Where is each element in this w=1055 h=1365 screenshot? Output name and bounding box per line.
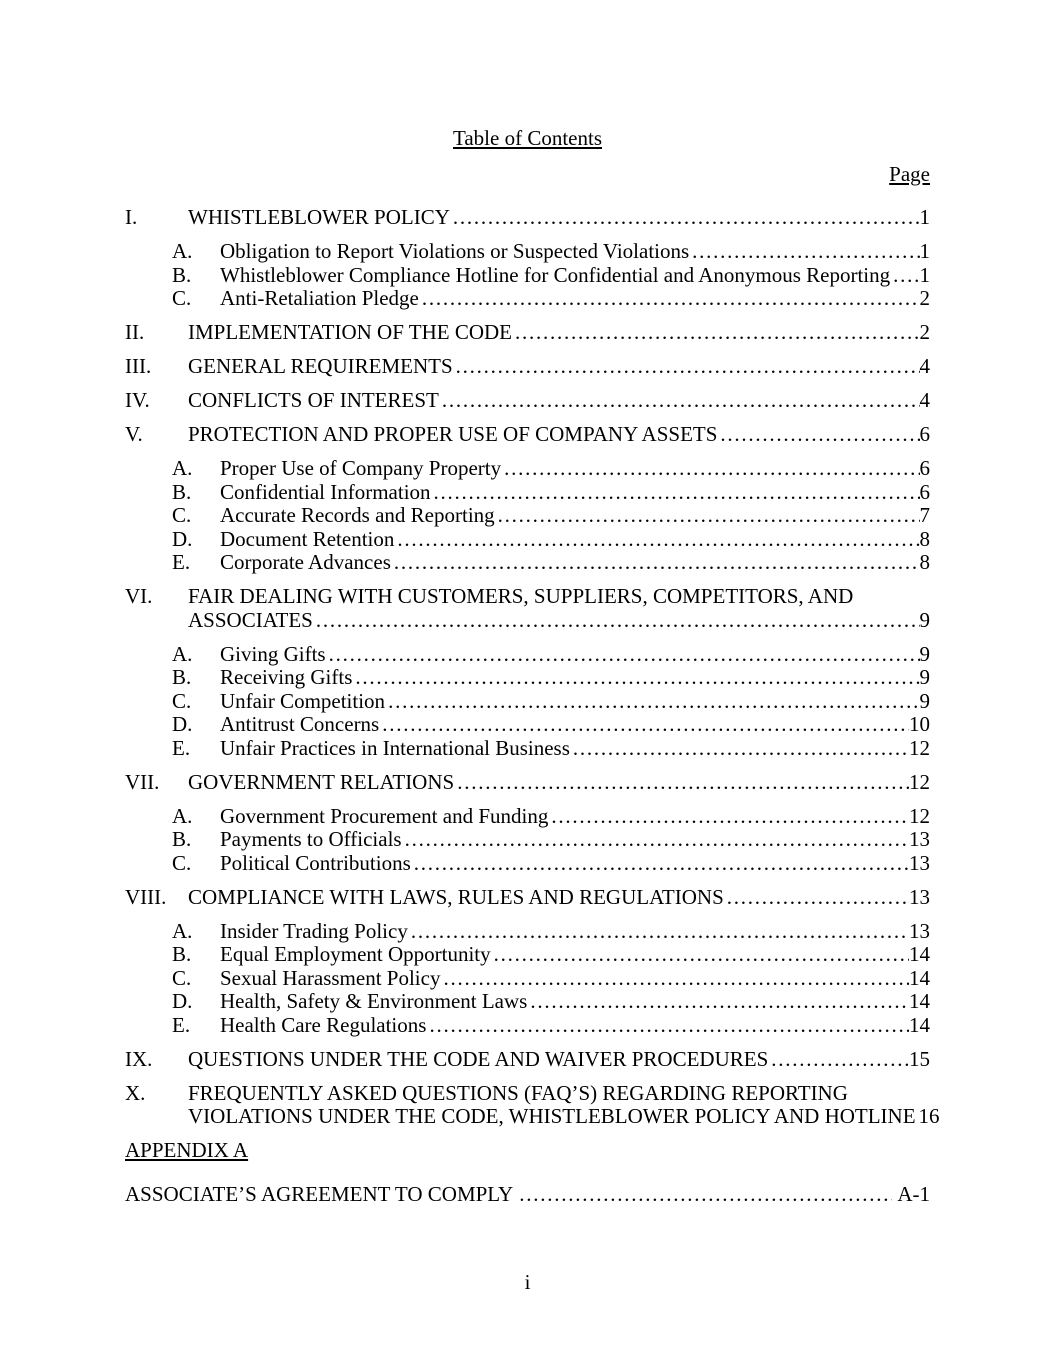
- entry-text: APPENDIX A: [125, 1138, 249, 1162]
- dot-leader: [771, 1048, 909, 1072]
- dot-leader: [388, 690, 919, 714]
- entry-letter: C.: [172, 286, 192, 310]
- entry-text: Antitrust Concerns: [220, 712, 380, 736]
- toc-entry-block: [125, 1048, 930, 1072]
- entry-text: Accurate Records and Reporting: [220, 503, 495, 527]
- toc-subsection-group: [125, 240, 930, 311]
- dot-leader: [457, 771, 909, 795]
- toc-entry-block: [125, 771, 930, 795]
- entry-page-number: 12: [909, 769, 930, 794]
- dot-leader: [573, 737, 909, 761]
- entry-text: FREQUENTLY ASKED QUESTIONS (FAQ’S) REGARDING REPORTING: [188, 1080, 848, 1105]
- dot-leader: [316, 609, 920, 633]
- entry-text: Unfair Practices in International Business: [220, 735, 570, 760]
- toc-plain-row: [125, 1183, 930, 1207]
- dot-leader: [329, 643, 920, 667]
- toc-sub-row: [125, 828, 930, 852]
- dot-leader: [504, 457, 919, 481]
- toc-section-row: [125, 423, 930, 447]
- entry-text: Whistleblower Compliance Hotline for Confidential and Anonymous Reporting: [220, 262, 891, 287]
- dot-leader: [551, 805, 909, 829]
- toc-sub-row: [125, 967, 930, 991]
- toc-sub-row: [125, 287, 930, 311]
- toc-section-row: [125, 771, 930, 795]
- toc-sub-row: [125, 943, 930, 967]
- entry-letter: E.: [172, 550, 191, 574]
- dot-leader: [434, 481, 920, 505]
- entry-page-number: 7: [919, 503, 930, 527]
- dot-leader: [893, 264, 919, 288]
- entry-page-number: 16: [918, 1104, 940, 1128]
- entry-page-number: 9: [919, 665, 930, 689]
- entry-text: GENERAL REQUIREMENTS: [188, 354, 453, 378]
- toc-section-row: [125, 1104, 940, 1129]
- toc-subsection-group: [125, 457, 930, 575]
- entry-page-number: 1: [919, 262, 930, 287]
- dot-leader: [442, 389, 920, 413]
- entry-letter: B.: [172, 262, 192, 287]
- entry-text: CONFLICTS OF INTEREST: [188, 388, 439, 412]
- toc-sub-row: [125, 852, 930, 876]
- toc-sub-row: [125, 643, 930, 667]
- toc-subsection-group: [125, 920, 930, 1038]
- entry-letter: C.: [172, 503, 192, 527]
- toc-sub-row: [125, 481, 930, 505]
- toc-entry-block: [125, 355, 930, 379]
- table-of-contents: [125, 205, 940, 1206]
- entry-page-number: 12: [909, 803, 930, 828]
- entry-numeral: I.: [125, 205, 138, 229]
- entry-text: PROTECTION AND PROPER USE OF COMPANY ASSETS: [188, 422, 718, 446]
- dot-leader: [405, 828, 909, 852]
- page-title: Table of Contents: [453, 126, 602, 150]
- toc-section-row: [125, 355, 930, 379]
- entry-text: Government Procurement and Funding: [220, 803, 549, 828]
- dot-leader: [397, 528, 919, 552]
- entry-page-number: 14: [909, 942, 930, 966]
- dot-leader: [429, 1014, 909, 1038]
- entry-numeral: VI.: [125, 584, 153, 608]
- entry-text: WHISTLEBLOWER POLICY: [188, 205, 450, 229]
- footer-page-number: i: [524, 1270, 531, 1294]
- entry-numeral: X.: [125, 1080, 146, 1105]
- entry-text: QUESTIONS UNDER THE CODE AND WAIVER PROCEDURES: [188, 1046, 769, 1071]
- entry-letter: A.: [172, 456, 193, 480]
- toc-entry-block: [125, 321, 930, 345]
- toc-sub-row: [125, 240, 930, 264]
- toc-sub-row: [125, 666, 930, 690]
- entry-letter: B.: [172, 665, 192, 689]
- toc-entry-block: [125, 886, 930, 910]
- entry-numeral: V.: [125, 422, 143, 446]
- dot-leader: [382, 713, 909, 737]
- toc-entry-block: [125, 1139, 930, 1163]
- dot-leader: [414, 852, 909, 876]
- entry-letter: B.: [172, 827, 192, 851]
- entry-text: Document Retention: [220, 526, 395, 551]
- entry-numeral: II.: [125, 320, 145, 344]
- toc-section-row: [125, 389, 930, 413]
- entry-page-number: 13: [909, 850, 930, 875]
- entry-text: IMPLEMENTATION OF THE CODE: [188, 320, 513, 344]
- entry-text: Unfair Competition: [220, 688, 386, 713]
- entry-letter: A.: [172, 803, 193, 828]
- entry-page-number: 13: [909, 884, 930, 909]
- entry-page-number: 2: [919, 286, 930, 310]
- dot-leader: [355, 666, 919, 690]
- entry-text: Health, Safety & Environment Laws: [220, 989, 528, 1013]
- entry-letter: C.: [172, 688, 192, 713]
- entry-numeral: IV.: [125, 388, 150, 412]
- entry-page-number: 8: [919, 550, 930, 574]
- entry-letter: A.: [172, 239, 193, 263]
- toc-sub-row: [125, 504, 930, 528]
- dot-leader: [422, 287, 920, 311]
- dot-leader: [394, 551, 920, 575]
- toc-sub-row: [125, 920, 930, 944]
- dot-leader: [456, 355, 920, 379]
- toc-subsection-group: [125, 805, 930, 876]
- entry-page-number: 9: [919, 607, 930, 632]
- dot-leader: [494, 943, 909, 967]
- dot-leader: [720, 423, 919, 447]
- entry-letter: B.: [172, 942, 192, 966]
- entry-numeral: IX.: [125, 1046, 153, 1071]
- entry-letter: D.: [172, 989, 193, 1013]
- entry-text: Equal Employment Opportunity: [220, 942, 491, 966]
- toc-section-row: [125, 1048, 930, 1072]
- toc-sub-row: [125, 805, 930, 829]
- dot-leader: [411, 920, 909, 944]
- entry-page-number: 15: [909, 1046, 930, 1071]
- toc-sub-row: [125, 528, 930, 552]
- dot-leader: [519, 1183, 892, 1207]
- entry-letter: D.: [172, 712, 193, 736]
- entry-page-number: 14: [909, 965, 930, 990]
- entry-page-number: 8: [919, 526, 930, 551]
- toc-sub-row: [125, 457, 930, 481]
- entry-page-number: 4: [919, 388, 930, 412]
- entry-letter: A.: [172, 918, 193, 943]
- entry-page-number: 13: [909, 827, 930, 851]
- toc-section-row: [125, 886, 930, 910]
- dot-leader: [530, 990, 909, 1014]
- entry-letter: E.: [172, 1012, 191, 1037]
- page-column-label: Page: [889, 161, 930, 186]
- toc-sub-row: [125, 990, 930, 1014]
- entry-page-number: 6: [919, 479, 930, 504]
- toc-entry-block: [125, 423, 930, 447]
- entry-text: COMPLIANCE WITH LAWS, RULES AND REGULATIONS: [188, 884, 724, 909]
- entry-page-number: 13: [909, 918, 930, 943]
- toc-sub-row: [125, 713, 930, 737]
- toc-entry-block: [125, 389, 930, 413]
- toc-plain-row: [125, 1139, 930, 1163]
- toc-sub-row: [125, 690, 930, 714]
- toc-section-row: [125, 609, 930, 633]
- entry-page-number: 6: [919, 456, 930, 480]
- entry-page-number: 2: [919, 320, 930, 344]
- entry-letter: E.: [172, 735, 191, 760]
- entry-text: Payments to Officials: [220, 827, 402, 851]
- entry-letter: D.: [172, 526, 193, 551]
- toc-section-row: [125, 1082, 930, 1106]
- entry-page-number: 4: [919, 354, 930, 378]
- entry-text: Obligation to Report Violations or Suspected Violations: [220, 239, 690, 263]
- entry-letter: C.: [172, 965, 192, 990]
- toc-sub-row: [125, 1014, 930, 1038]
- entry-text: Corporate Advances: [220, 550, 391, 574]
- toc-entry-block: [125, 585, 930, 632]
- entry-page-number: 1: [919, 205, 930, 229]
- entry-text: Political Contributions: [220, 850, 411, 875]
- toc-section-row: [125, 585, 930, 609]
- toc-entry-block: [125, 1183, 930, 1207]
- entry-numeral: III.: [125, 354, 152, 378]
- dot-leader: [692, 240, 919, 264]
- entry-text: Confidential Information: [220, 479, 431, 504]
- entry-page-number: 14: [909, 1012, 930, 1037]
- toc-entry-block: [125, 1080, 940, 1129]
- toc-sub-row: [125, 264, 930, 288]
- entry-text: Sexual Harassment Policy: [220, 965, 441, 990]
- entry-letter: B.: [172, 479, 192, 504]
- toc-section-row: [125, 206, 930, 230]
- entry-letter: A.: [172, 641, 193, 666]
- toc-section-row: [125, 321, 930, 345]
- entry-text: Insider Trading Policy: [220, 918, 408, 943]
- dot-leader: [453, 206, 920, 230]
- entry-text: Proper Use of Company Property: [220, 456, 502, 480]
- entry-page-number: 9: [919, 688, 930, 713]
- entry-text: ASSOCIATES: [188, 607, 313, 632]
- entry-numeral: VIII.: [125, 884, 167, 909]
- entry-page-number: 10: [909, 712, 930, 736]
- dot-leader: [727, 886, 909, 910]
- toc-sub-row: [125, 551, 930, 575]
- entry-text: Receiving Gifts: [220, 665, 353, 689]
- toc-sub-row: [125, 737, 930, 761]
- entry-letter: C.: [172, 850, 192, 875]
- entry-text: Giving Gifts: [220, 641, 326, 666]
- entry-numeral: VII.: [125, 769, 160, 794]
- entry-page-number: 12: [909, 735, 930, 760]
- entry-text: Health Care Regulations: [220, 1012, 427, 1037]
- toc-subsection-group: [125, 643, 930, 761]
- entry-page-number: A-1: [897, 1181, 930, 1206]
- entry-text: VIOLATIONS UNDER THE CODE, WHISTLEBLOWER POLICY AND HOTLINE: [188, 1104, 916, 1128]
- toc-entry-block: [125, 206, 930, 230]
- entry-page-number: 14: [909, 989, 930, 1013]
- entry-page-number: 6: [919, 422, 930, 446]
- entry-page-number: 9: [919, 641, 930, 666]
- entry-text: ASSOCIATE’S AGREEMENT TO COMPLY: [125, 1181, 514, 1206]
- entry-text: GOVERNMENT RELATIONS: [188, 769, 455, 794]
- dot-leader: [498, 504, 920, 528]
- entry-text: Anti-Retaliation Pledge: [220, 286, 419, 310]
- entry-page-number: 1: [919, 239, 930, 263]
- dot-leader: [443, 967, 909, 991]
- entry-text: FAIR DEALING WITH CUSTOMERS, SUPPLIERS, COMPETITORS, AND: [188, 584, 854, 608]
- dot-leader: [515, 321, 919, 345]
